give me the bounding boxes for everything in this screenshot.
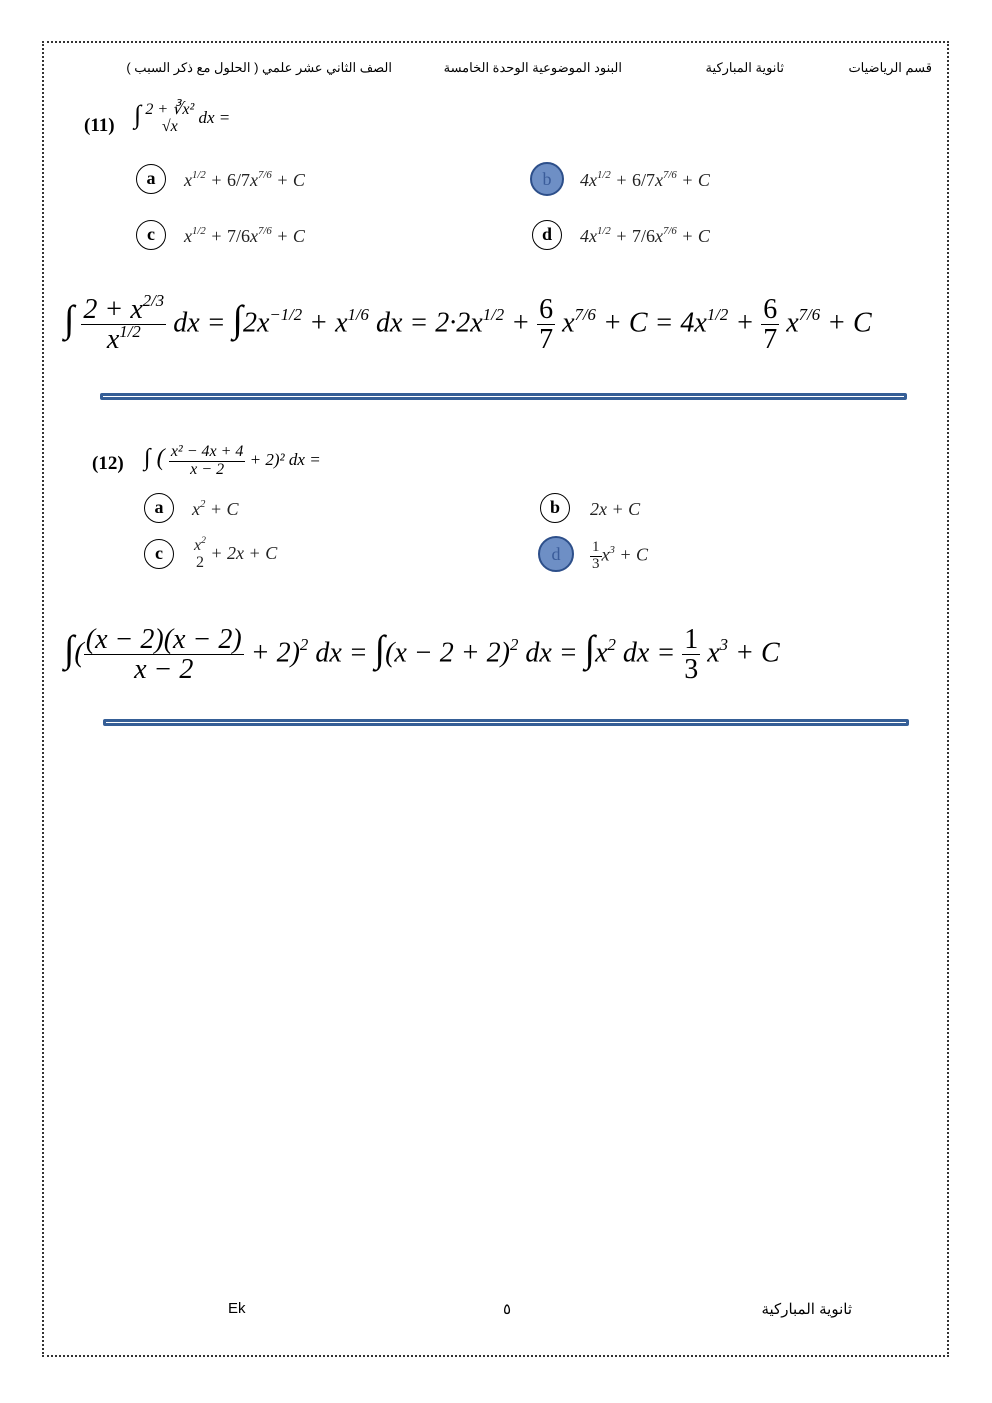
option-b-text: $4x^{1/2} + 6/7x^{7/6} + C$ xyxy=(580,169,710,190)
header-unit: البنود الموضوعية الوحدة الخامسة xyxy=(443,60,622,75)
stem-numerator: 2 + ∛x² xyxy=(145,101,195,119)
stem-tail: + 2)² dx = xyxy=(249,450,321,470)
option-d-bubble-selected[interactable]: d xyxy=(538,536,574,572)
option-a-text: $x^{1/2} + 6/7x^{7/6} + C$ xyxy=(184,169,305,190)
footer-author: Ek xyxy=(228,1300,246,1317)
header-grade: الصف الثاني عشر علمي ( الحلول مع ذكر السبب ) xyxy=(126,60,392,75)
option-d-text: $\frac{1}{3}$ $x^3 + C$ xyxy=(592,539,649,572)
option-a-bubble[interactable]: a xyxy=(144,493,174,523)
stem-denominator: x − 2 xyxy=(190,460,225,478)
option-a-text: $x^2 + C$ xyxy=(192,498,239,519)
page-border xyxy=(42,41,949,1357)
separator-bar xyxy=(103,719,909,726)
option-b-bubble-selected[interactable]: b xyxy=(530,162,564,196)
question-number: (12) xyxy=(92,453,124,474)
stem-numerator: x² − 4x + 4 xyxy=(170,443,244,460)
stem-tail: dx = xyxy=(198,108,231,127)
option-c-bubble[interactable]: c xyxy=(136,220,166,250)
question-number: (11) xyxy=(84,115,115,136)
option-c-text: $x^{1/2} + 7/6x^{7/6} + C$ xyxy=(184,225,305,246)
option-b-bubble[interactable]: b xyxy=(540,493,570,523)
question-stem: ∫ 2 + ∛x² √x dx = xyxy=(134,100,231,136)
question-stem: ∫ ( $\frac{\text{x² − 4x + 4}}{x - 2}$ + 2)² dx = xyxy=(144,443,321,478)
header-school: ثانوية المباركية xyxy=(705,60,784,75)
stem-denominator: √x xyxy=(161,118,178,136)
option-a-bubble[interactable]: a xyxy=(136,164,166,194)
solution-line: ∫ $\frac{2 + x^{2/3}}{x^{1/2}}$ dx = $\int 2x^{-1/2} + x^{1/6}$ dx = $2\cdot 2x^{1/2}$ + $\frac{6}{7}$ $x^{7/6} + C = 4x^{1/2}$ + $\frac{6}{7}$ $x^{7/6} + C$ xyxy=(64,291,872,356)
option-c-text: $x^2$ 2 + 2x + C xyxy=(194,535,278,571)
solution-line: ∫( $\frac{(x - 2)(x - 2)}{x - 2}$ + 2)$^2$ dx = $\int(x - 2 + 2)^2$ dx = $\int x^2$ dx = $\frac{1}{3}$ $x^3 + C$ xyxy=(64,624,780,686)
footer-school: ثانوية المباركية xyxy=(761,1301,852,1318)
header-department: قسم الرياضيات xyxy=(848,60,932,75)
option-c-bubble[interactable]: c xyxy=(144,539,174,569)
separator-bar xyxy=(100,393,907,400)
footer-page-number: ٥ xyxy=(503,1301,512,1318)
option-b-text: 2x + C xyxy=(590,499,641,519)
option-d-text: $4x^{1/2} + 7/6x^{7/6} + C$ xyxy=(580,225,710,246)
option-d-bubble[interactable]: d xyxy=(532,220,562,250)
